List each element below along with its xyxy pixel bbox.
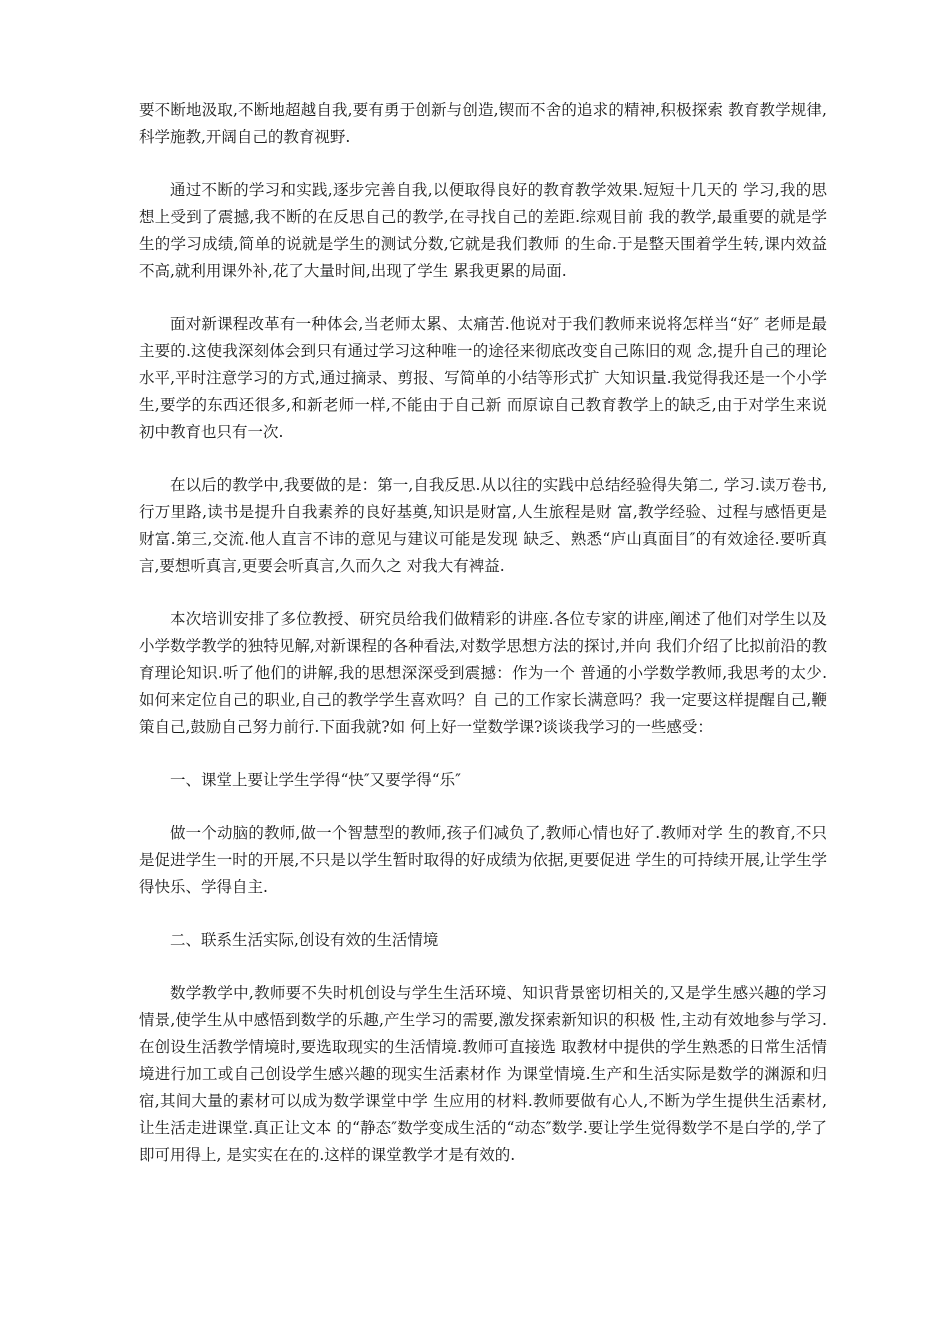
paragraph-section-2: 数学教学中,教师要不失时机创设与学生生活环境、知识背景密切相关的,又是学生感兴趣的学习情景,使学生从中感悟到数学的乐趣,产生学习的需要,激发探索新知识的积极 性,主动有效地参与学习.在创设生活教学情境时,要选取现实的生活情境.教师可直接选 取教材中提供的学生熟悉的日常生活情境进行加工或自己创设学生感兴趣的现实生活素材作 为课堂情境.生产和生活实际是数学的渊源和归宿,其间大量的素材可以成为数学课堂中学 生应用的材料.教师要做有心人,不断为学生提供生活素材,让生活走进课堂.真正让文本 的“静态″数学变成生活的“动态″数学.要让学生觉得数学不是白学的,学了即可用得上, 是实实在在的.这样的课堂教学才是有效的. xyxy=(139,984,827,1164)
section-heading-2: 二、联系生活实际,创设有效的生活情境 xyxy=(170,931,439,949)
section-heading-1: 一、课堂上要让学生学得“快″又要学得“乐″ xyxy=(170,771,461,789)
paragraph-future-plan: 在以后的教学中,我要做的是：第一,自我反思.从以往的实践中总结经验得失第二, 学习.读万卷书,行万里路,读书是提升自我素养的良好基奠,知识是财富,人生旅程是财 富,教学经验、过程与感悟更是财富.第三,交流.他人直言不讳的意见与建议可能是发现 缺乏、熟悉“庐山真面目″的有效途径.要听真言,要想听真言,更要会听真言,久而久之 对我大有裨益. xyxy=(139,476,827,575)
paragraph-curriculum-reform: 面对新课程改革有一种体会,当老师太累、太痛苦.他说对于我们教师来说将怎样当“好″ 老师是最主要的.这使我深刻体会到只有通过学习这种唯一的途径来彻底改变自己陈旧的观 念,提升自己的理论水平,平时注意学习的方式,通过摘录、剪报、写简单的小结等形式扩 大知识量.我觉得我还是一个小学生,要学的东西还很多,和新老师一样,不能由于自己新 而原谅自己教育教学上的缺乏,由于对学生来说初中教育也只有一次. xyxy=(139,315,827,441)
paragraph-section-1: 做一个动脑的教师,做一个智慧型的教师,孩子们减负了,教师心情也好了.教师对学 生的教育,不只是促进学生一时的开展,不只是以学生暂时取得的好成绩为依据,更要促进 学生的可持续开展,让学生学得快乐、学得自主. xyxy=(139,824,827,896)
paragraph-continued: 要不断地汲取,不断地超越自我,要有勇于创新与创造,锲而不舍的追求的精神,积极探索 教育教学规律,科学施教,开阔自己的教育视野. xyxy=(139,101,827,146)
document-body xyxy=(139,97,827,1195)
paragraph-training: 本次培训安排了多位教授、研究员给我们做精彩的讲座.各位专家的讲座,阐述了他们对学生以及小学数学教学的独特见解,对新课程的各种看法,对数学思想方法的探讨,并向 我们介绍了比拟前沿的教育理论知识.听了他们的讲解,我的思想深深受到震撼：作为一个 普通的小学数学教师,我思考的太少.如何来定位自己的职业,自己的教学学生喜欢吗？自 己的工作家长满意吗？我一定要这样提醒自己,鞭策自己,鼓励自己努力前行.下面我就?如 何上好一堂数学课?谈谈我学习的一些感受： xyxy=(139,610,827,736)
paragraph-practice: 通过不断的学习和实践,逐步完善自我,以便取得良好的教育教学效果.短短十几天的 学习,我的思想上受到了震撼,我不断的在反思自己的教学,在寻找自己的差距.综观目前 我的教学,最重要的就是学生的学习成绩,简单的说就是学生的测试分数,它就是我们教师 的生命.于是整天围着学生转,课内效益不高,就利用课外补,花了大量时间,出现了学生 累我更累的局面. xyxy=(139,181,827,280)
